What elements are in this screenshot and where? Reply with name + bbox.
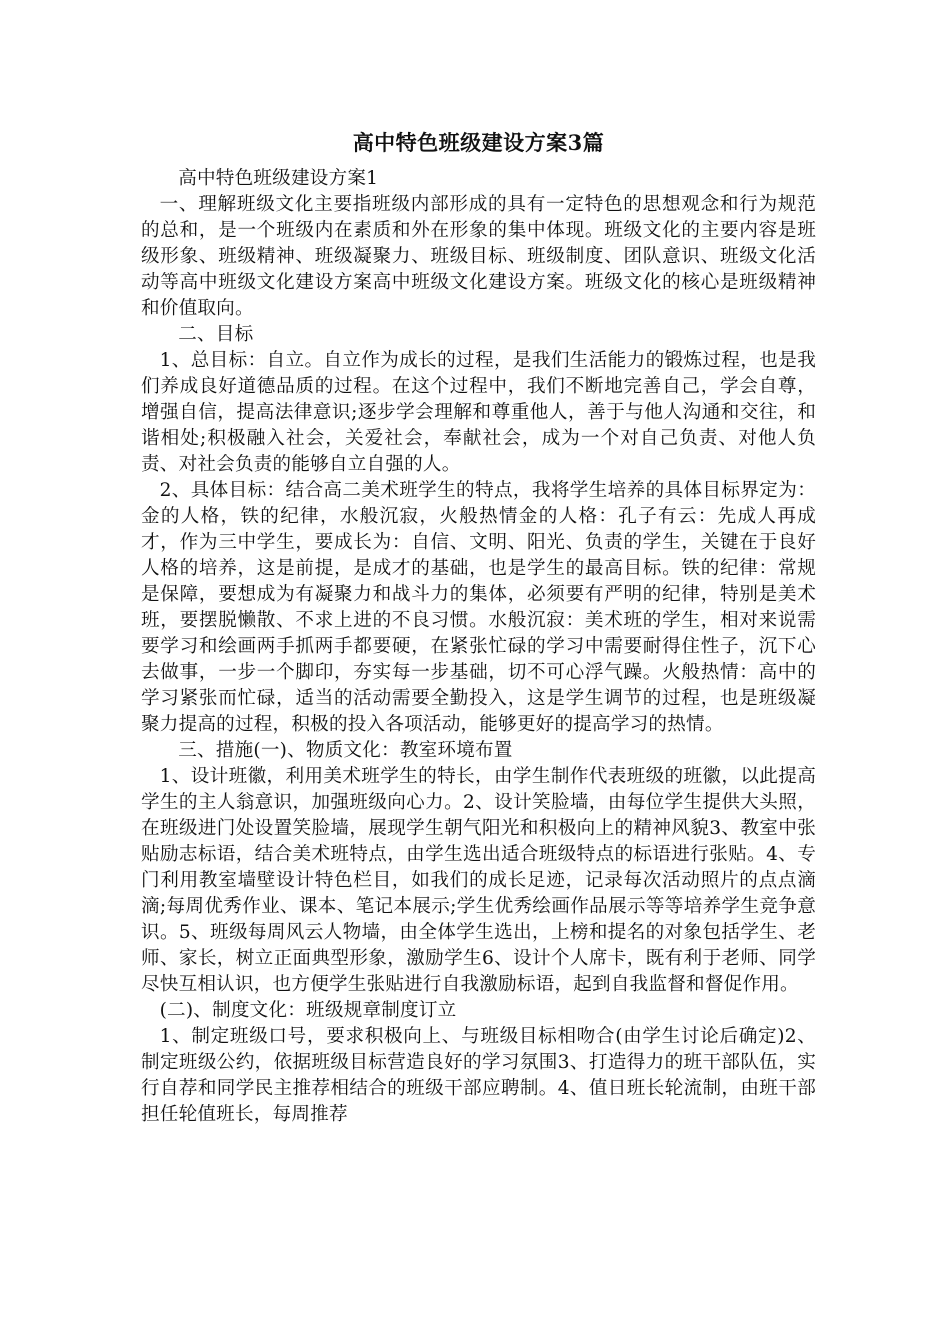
section-heading-institutional-culture: (二)、制度文化：班级规章制度订立: [159, 1000, 457, 1021]
paragraph-institutional-culture: 1、制定班级口号，要求积极向上、与班级目标相吻合(由学生讨论后确定)2、制定班级公约，依据班级目标营造良好的学习氛围3、打造得力的班干部队伍，实行自荐和同学民主推荐相结合的班级干部应聘制。4、值日班长轮流制，由班干部担任轮值班长，每周推荐: [141, 1026, 816, 1125]
document-page: [141, 128, 816, 1128]
paragraph-specific-goals: 2、具体目标：结合高二美术班学生的特点，我将学生培养的具体目标界定为：金的人格，铁的纪律，水般沉寂，火般热情金的人格：孔子有云：先成人再成才，作为三中学生，要成长为：自信、文明、阳光、负责的学生，关键在于良好人格的培养，这是前提，是成才的基础，也是学生的最高目标。铁的纪律：常规是保障，要想成为有凝聚力和战斗力的集体，必须要有严明的纪律，特别是美术班，要摆脱懒散、不求上进的不良习惯。水般沉寂：美术班的学生，相对来说需要学习和绘画两手抓两手都要硬，在紧张忙碌的学习中需要耐得住性子，沉下心去做事，一步一个脚印，夯实每一步基础，切不可心浮气躁。火般热情：高中的学习紧张而忙碌，适当的活动需要全勤投入，这是学生调节的过程，也是班级凝聚力提高的过程，积极的投入各项活动，能够更好的提高学习的热情。: [141, 480, 816, 735]
section-heading-plan-1: 高中特色班级建设方案1: [178, 168, 379, 189]
paragraph-understanding: 一、理解班级文化主要指班级内部形成的具有一定特色的思想观念和行为规范的总和，是一个班级内在素质和外在形象的集中体现。班级文化的主要内容是班级形象、班级精神、班级凝聚力、班级目标、班级制度、团队意识、班级文化活动等高中班级文化建设方案高中班级文化建设方案。班级文化的核心是班级精神和价值取向。: [141, 194, 816, 319]
document-title: 高中特色班级建设方案3篇: [352, 130, 605, 155]
paragraph-material-culture: 1、设计班徽，利用美术班学生的特长，由学生制作代表班级的班徽，以此提高学生的主人翁意识，加强班级向心力。2、设计笑脸墙，由每位学生提供大头照，在班级进门处设置笑脸墙，展现学生朝气阳光和积极向上的精神风貌3、教室中张贴励志标语，结合美术班特点，由学生选出适合班级特点的标语进行张贴。4、专门利用教室墙壁设计特色栏目，如我们的成长足迹，记录每次活动照片的点点滴滴;每周优秀作业、课本、笔记本展示;学生优秀绘画作品展示等等培养学生竞争意识。5、班级每周风云人物墙，由全体学生选出，上榜和提名的对象包括学生、老师、家长，树立正面典型形象，激励学生6、设计个人席卡，既有利于老师、同学尽快互相认识，也方便学生张贴进行自我激励标语，起到自我监督和督促作用。: [141, 766, 816, 995]
section-heading-measures: 三、措施(一)、物质文化：教室环境布置: [178, 740, 513, 761]
section-heading-goals: 二、目标: [178, 324, 254, 345]
paragraph-overall-goal: 1、总目标：自立。自立作为成长的过程，是我们生活能力的锻炼过程，也是我们养成良好道德品质的过程。在这个过程中，我们不断地完善自己，学会自尊，增强自信，提高法律意识;逐步学会理解和尊重他人，善于与他人沟通和交往，和谐相处;积极融入社会，关爱社会，奉献社会，成为一个对自己负责、对他人负责、对社会负责的能够自立自强的人。: [141, 350, 816, 475]
